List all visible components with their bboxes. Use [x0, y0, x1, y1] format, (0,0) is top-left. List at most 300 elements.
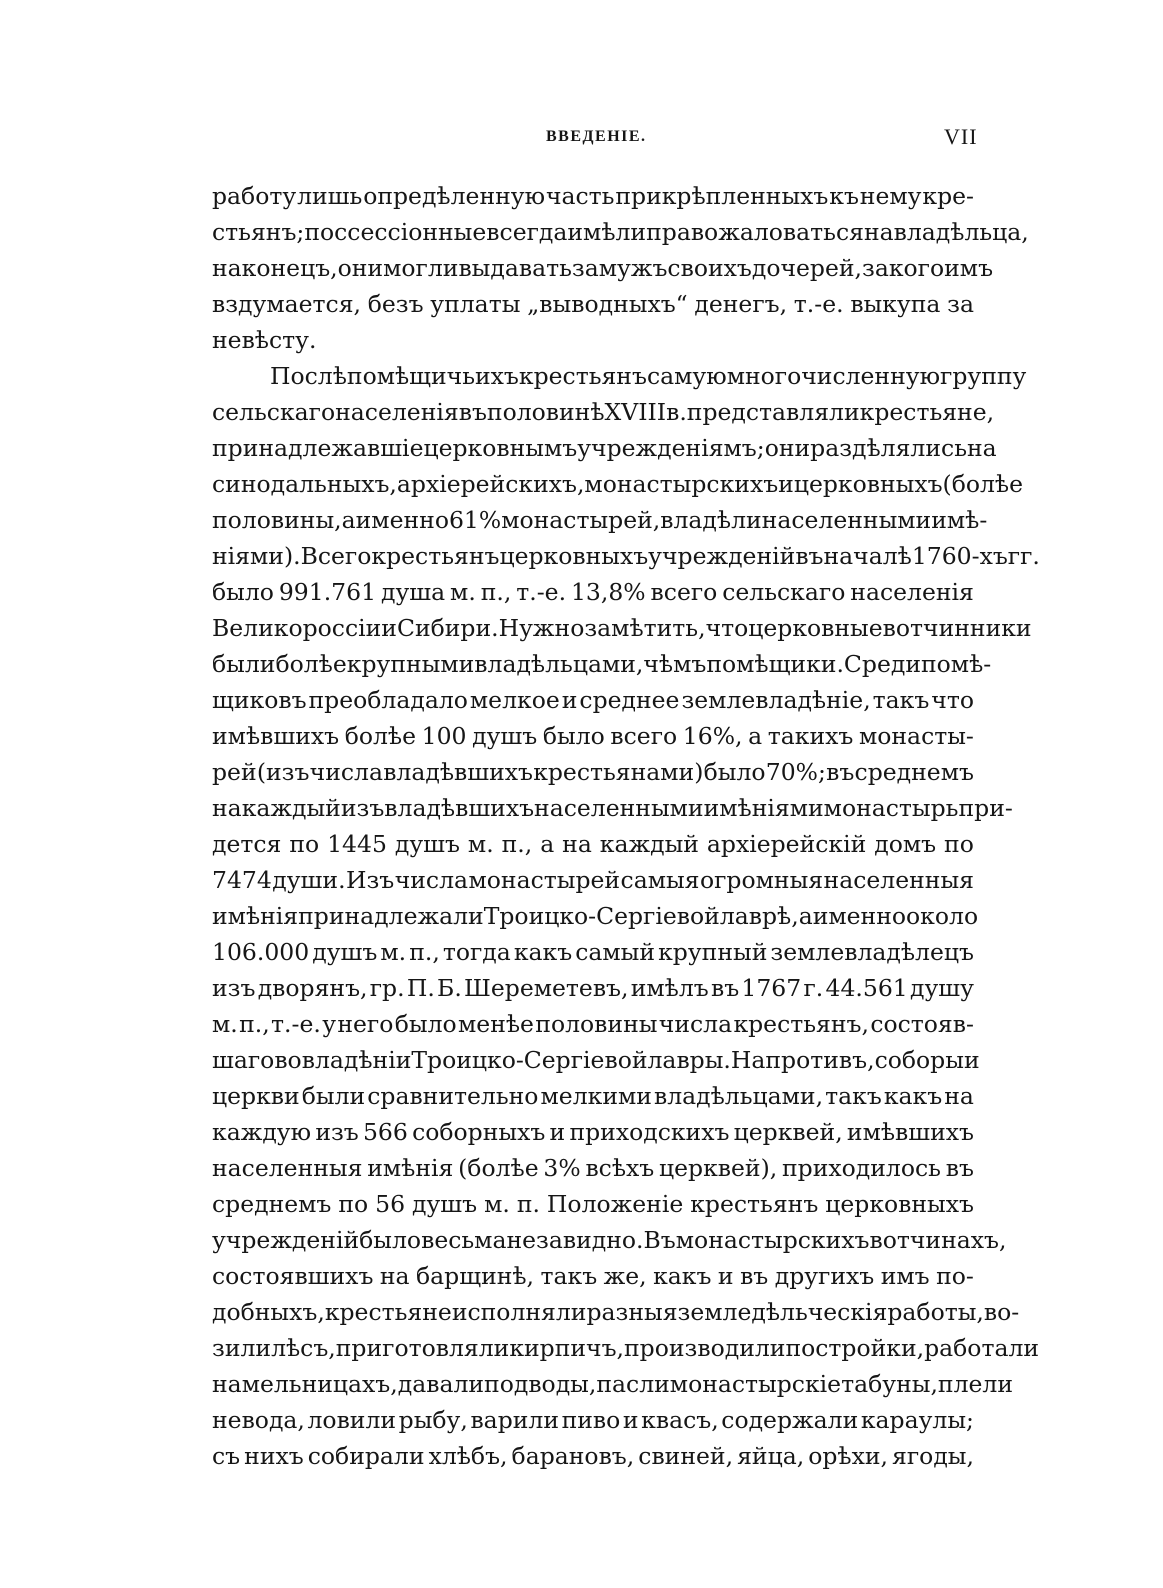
word: добныхъ, [212, 1298, 325, 1326]
word: именно [812, 902, 907, 930]
word: было [542, 722, 605, 750]
word: имъ [944, 254, 994, 282]
running-head-title: ВВЕДЕНІЕ. [546, 128, 647, 145]
word: по [338, 1190, 369, 1218]
word: кирпичъ, [509, 1334, 625, 1362]
word: именно [355, 506, 449, 534]
word: по- [936, 1262, 974, 1290]
word: церквей), [659, 1154, 778, 1182]
word: Всего [300, 542, 372, 570]
text-line [212, 898, 979, 934]
word: 13,8% [570, 578, 646, 606]
word: среднемъ [212, 1190, 332, 1218]
word: (болѣе [942, 470, 1024, 498]
text-line [212, 682, 974, 718]
word: кре- [922, 182, 974, 210]
word: и [549, 1118, 566, 1146]
word: какъ [513, 938, 573, 966]
word: Въ [643, 1226, 676, 1254]
word: „выводныхъ“ [527, 290, 688, 318]
word: крестьянъ [690, 1190, 819, 1218]
word: а [540, 830, 555, 858]
word: душу [910, 974, 974, 1002]
word: и [622, 1406, 639, 1434]
word: замужъ [571, 254, 668, 282]
word: на [944, 1082, 974, 1110]
word: XVIII [604, 398, 667, 426]
word: плели [937, 1370, 1014, 1398]
word: населенными [534, 794, 704, 822]
word: а [798, 902, 813, 930]
word: хлѣбъ, [428, 1442, 508, 1470]
text-line [212, 826, 974, 862]
text-line [212, 1366, 1014, 1402]
word: было [359, 1226, 422, 1254]
word: души. [272, 866, 346, 894]
word: вотчинахъ, [869, 1226, 1007, 1254]
word: населенныя [823, 866, 974, 894]
word: пиво [561, 1406, 621, 1434]
word: состояв- [870, 1010, 974, 1038]
word: владѣльца, [893, 218, 1029, 246]
word: владѣніи [301, 1046, 412, 1074]
word: церковныхъ [825, 1190, 974, 1218]
word: барановъ, [511, 1442, 635, 1470]
text-line [212, 1078, 974, 1114]
word: денегъ, [694, 290, 788, 318]
word: имъ [880, 1262, 930, 1290]
word: на [379, 1262, 410, 1290]
word: церковнымъ [423, 434, 578, 462]
word: наконецъ, [212, 254, 338, 282]
word: Великороссіи [212, 614, 382, 642]
word: и [778, 470, 794, 498]
word: владѣли [660, 506, 762, 534]
word: работали [924, 1334, 1040, 1362]
word: принадлежали [298, 902, 484, 930]
word: Б. [437, 974, 462, 1002]
word: 1445 [327, 830, 387, 858]
word: имѣлъ [630, 974, 709, 1002]
word: у [322, 1010, 337, 1038]
word: чѣмъ [643, 650, 707, 678]
word: группу [940, 362, 1027, 390]
word: помѣ- [921, 650, 992, 678]
word: числа [394, 866, 469, 894]
word: мелкое [469, 686, 560, 714]
word: мелкими [540, 1082, 652, 1110]
word: душъ [472, 722, 538, 750]
word: изъ [340, 794, 385, 822]
word: такъ [825, 1082, 882, 1110]
word: 100 [421, 722, 467, 750]
word: незавидно. [506, 1226, 644, 1254]
word: дочерей, [751, 254, 862, 282]
word: съ [212, 1442, 241, 1470]
word: по [289, 830, 320, 858]
word: многочисленную [726, 362, 941, 390]
word: соборныхъ [412, 1118, 546, 1146]
word: имѣнія [212, 902, 299, 930]
word: за [947, 290, 974, 318]
word: и [381, 614, 397, 642]
text-line [212, 214, 1029, 250]
word: нему [859, 182, 922, 210]
word: всѣхъ [585, 1154, 655, 1182]
word: т.-е. [793, 290, 844, 318]
word: 61% [448, 506, 502, 534]
word: яйца, [737, 1442, 805, 1470]
word: менѣе [458, 1010, 534, 1038]
word: были [212, 650, 276, 678]
word: владѣвшихъ [383, 758, 533, 786]
word: (болѣе [458, 1154, 539, 1182]
word: всего [610, 722, 678, 750]
word: соборы [874, 1046, 964, 1074]
text-line [212, 394, 995, 430]
word: кого [888, 254, 945, 282]
word: сельскаго [212, 398, 336, 426]
word: вотчинники [882, 614, 1032, 642]
word: тогда [442, 938, 511, 966]
word: замѣтить, [584, 614, 706, 642]
word: изъ [212, 974, 256, 1002]
word: рыбу, [398, 1406, 468, 1434]
word: они [337, 254, 384, 282]
word: половинѣ [486, 398, 605, 426]
word: половины, [212, 506, 342, 534]
word: п., [501, 830, 533, 858]
text-line [212, 1258, 974, 1294]
word: домъ [874, 830, 937, 858]
word: было [394, 1010, 457, 1038]
word: архіерейскій [706, 830, 867, 858]
word: рей [212, 758, 257, 786]
word: шаго [212, 1046, 275, 1074]
word: 1760-хъ [911, 542, 1008, 570]
word: во- [983, 1298, 1020, 1326]
text-line [212, 1438, 974, 1474]
word: варили [470, 1406, 559, 1434]
word: 566 [362, 1118, 408, 1146]
word: такихъ [767, 722, 854, 750]
word: болѣе [275, 650, 347, 678]
word: Среди [843, 650, 921, 678]
word: душа [380, 578, 446, 606]
text-line [212, 286, 974, 322]
word: такъ [540, 1262, 598, 1290]
word: весьма [421, 1226, 507, 1254]
text-line [212, 718, 974, 754]
text-line [212, 574, 974, 610]
word: свиней, [638, 1442, 734, 1470]
word: уплаты [430, 290, 521, 318]
word: въ [826, 758, 855, 786]
word: своихъ [667, 254, 752, 282]
text-line [212, 1042, 980, 1078]
word: (изъ [256, 758, 310, 786]
word: крестьянъ [518, 362, 647, 390]
word: душъ [312, 938, 378, 966]
word: орѣхи, [808, 1442, 888, 1470]
text-line [212, 1186, 974, 1222]
word: населенія [850, 578, 974, 606]
word: владѣльцами, [654, 1082, 824, 1110]
text-line [212, 358, 1027, 394]
word: въ [710, 974, 740, 1002]
word: преобладало [308, 686, 468, 714]
word: работы, [887, 1298, 984, 1326]
word: п. [516, 1190, 540, 1218]
word: каждую [212, 1118, 312, 1146]
word: гр. [369, 974, 405, 1002]
word: зили [212, 1334, 272, 1362]
word: 1767 [741, 974, 802, 1002]
text-line [212, 862, 974, 898]
word: имѣвшихъ [846, 1118, 974, 1146]
word: каждый [599, 830, 699, 858]
text-line [212, 754, 974, 790]
text-line [212, 970, 974, 1006]
word: изъ [315, 1118, 359, 1146]
word: синодальныхъ, [212, 470, 397, 498]
word: состоявшихъ [212, 1262, 374, 1290]
word: было [212, 578, 274, 606]
word: церковныхъ [499, 542, 649, 570]
text-line [212, 178, 974, 214]
word: землевладѣлецъ [770, 938, 974, 966]
word: выкупа [850, 290, 941, 318]
word: разныя [586, 1298, 678, 1326]
word: Шереметевъ, [464, 974, 629, 1002]
word: около [906, 902, 979, 930]
word: крупный [658, 938, 768, 966]
word: въ [945, 1154, 974, 1182]
text-line [212, 1150, 974, 1186]
word: табуны, [841, 1370, 938, 1398]
word: приходилось [782, 1154, 941, 1182]
word: П. [406, 974, 435, 1002]
word: церкви [212, 1082, 300, 1110]
word: мельницахъ, [241, 1370, 398, 1398]
word: помѣщичьихъ [346, 362, 519, 390]
word: представляли [686, 398, 860, 426]
word: населенными [761, 506, 932, 534]
word: м. [467, 830, 494, 858]
word: числа [309, 758, 383, 786]
word: церквей, [733, 1118, 843, 1146]
word: душъ [412, 1190, 478, 1218]
word: м. [380, 938, 407, 966]
word: же, [603, 1262, 647, 1290]
word: исполняли [451, 1298, 587, 1326]
word: Изъ [346, 866, 395, 894]
word: лѣсъ, [271, 1334, 336, 1362]
word: пасли [596, 1370, 670, 1398]
word: такъ [872, 686, 930, 714]
word: среднемъ [854, 758, 974, 786]
word: при- [958, 794, 1013, 822]
word: имѣнія [367, 1154, 454, 1182]
word: населенныя [212, 1154, 363, 1182]
word: монастырей, [501, 506, 661, 534]
word: в. [666, 398, 687, 426]
word: работу [212, 182, 297, 210]
word: были [301, 1082, 366, 1110]
word: помѣщики. [706, 650, 844, 678]
word: на [966, 434, 997, 462]
word: церковные [748, 614, 883, 642]
text-line [212, 1006, 974, 1042]
word: половины [535, 1010, 658, 1038]
word: барщинѣ, [416, 1262, 535, 1290]
word: дворянъ, [257, 974, 368, 1002]
word: крестьяне, [859, 398, 995, 426]
word: нихъ [244, 1442, 304, 1470]
word: землевладѣніе, [681, 686, 871, 714]
word: гг. [1007, 542, 1040, 570]
word: что [931, 686, 974, 714]
word: и [963, 1046, 980, 1074]
word: 106.000 [212, 938, 310, 966]
word: караулы; [860, 1406, 974, 1434]
word: м. [484, 1190, 510, 1218]
text-line [212, 1330, 1040, 1366]
word: невѣсту. [212, 326, 317, 354]
word: началѣ [823, 542, 912, 570]
running-head [0, 124, 1163, 154]
word: ягоды, [892, 1442, 974, 1470]
word: числа [658, 1010, 733, 1038]
text-line [212, 646, 992, 682]
word: самый [575, 938, 656, 966]
page-number: VII [944, 124, 978, 149]
word: 56 [375, 1190, 406, 1218]
text-line [212, 430, 997, 466]
word: п., [409, 938, 440, 966]
text-line [212, 1114, 974, 1150]
word: сельскаго [722, 578, 846, 606]
word: м. [212, 1010, 238, 1038]
word: поссессіонные [304, 218, 487, 246]
word: и [717, 1262, 734, 1290]
text-line [212, 1222, 1007, 1258]
word: учрежденій [212, 1226, 360, 1254]
word: могли [383, 254, 459, 282]
word: имѣ- [931, 506, 988, 534]
word: лаврѣ, [719, 902, 799, 930]
word: владѣвшихъ [384, 794, 535, 822]
word: Троицко-Сергіевой [483, 902, 720, 930]
word: г. [803, 974, 824, 1002]
word: дется [212, 830, 282, 858]
text-line [212, 538, 1040, 574]
word: учрежденіямъ; [577, 434, 765, 462]
word: на [212, 794, 242, 822]
word: прикрѣпленныхъ [615, 182, 829, 210]
word: безъ [367, 290, 424, 318]
word: п., [239, 1010, 270, 1038]
text-line [212, 250, 994, 286]
text-line [212, 466, 1024, 502]
word: раздѣлялись [810, 434, 967, 462]
word: самыя [620, 866, 700, 894]
word: 991.761 [278, 578, 377, 606]
word: на [212, 1370, 242, 1398]
word: на [562, 830, 592, 858]
word: Напротивъ, [730, 1046, 875, 1074]
word: 44.561 [825, 974, 908, 1002]
word: т.-е. [516, 578, 567, 606]
word: щиковъ [212, 686, 307, 714]
word: содержали [721, 1406, 859, 1434]
word: а [341, 506, 356, 534]
word: имѣвшихъ [212, 722, 340, 750]
word: по [944, 830, 974, 858]
word: во [274, 1046, 302, 1074]
word: самую [646, 362, 727, 390]
word: монастырь [823, 794, 959, 822]
text-line [212, 934, 974, 970]
word: населенія [335, 398, 459, 426]
word: Сибири. [396, 614, 499, 642]
word: имѣніями [703, 794, 824, 822]
text-line [212, 1294, 1020, 1330]
text-line [212, 502, 988, 538]
word: опредѣленную [363, 182, 546, 210]
word: всего [650, 578, 718, 606]
word: Троицко-Сергіевой [411, 1046, 648, 1074]
word: за [862, 254, 889, 282]
word: ніями). [212, 542, 301, 570]
word: приготовляли [335, 1334, 510, 1362]
word: среднее [579, 686, 680, 714]
word: архіерейскихъ, [396, 470, 585, 498]
word: выдавать [458, 254, 572, 282]
word: какъ [883, 1082, 943, 1110]
word: постройки, [785, 1334, 925, 1362]
word: монастырскихъ [675, 1226, 870, 1254]
word: Нужно [498, 614, 585, 642]
word: ловили [307, 1406, 397, 1434]
word: церковныхъ [793, 470, 943, 498]
word: къ [829, 182, 859, 210]
word: было [703, 758, 766, 786]
word: 16%, [682, 722, 743, 750]
word: крестьянъ [371, 542, 500, 570]
word: огромныя [699, 866, 824, 894]
word: на [863, 218, 894, 246]
word: монастырскіе [669, 1370, 842, 1398]
word: т.-е. [271, 1010, 321, 1038]
word: 7474 [212, 866, 272, 894]
word: болѣе [344, 722, 416, 750]
word: квасъ, [641, 1406, 719, 1434]
word: въ [740, 1262, 769, 1290]
word: 70%; [765, 758, 826, 786]
word: давали [397, 1370, 485, 1398]
word: имѣли [567, 218, 647, 246]
word: лавры. [647, 1046, 731, 1074]
word: сравнительно [367, 1082, 539, 1110]
word: право [646, 218, 719, 246]
word: монастырей [468, 866, 621, 894]
word: что [705, 614, 749, 642]
word: крестьянами) [533, 758, 704, 786]
word: земледѣльческія [677, 1298, 888, 1326]
word: крестьянъ, [733, 1010, 869, 1038]
word: Положеніе [546, 1190, 684, 1218]
